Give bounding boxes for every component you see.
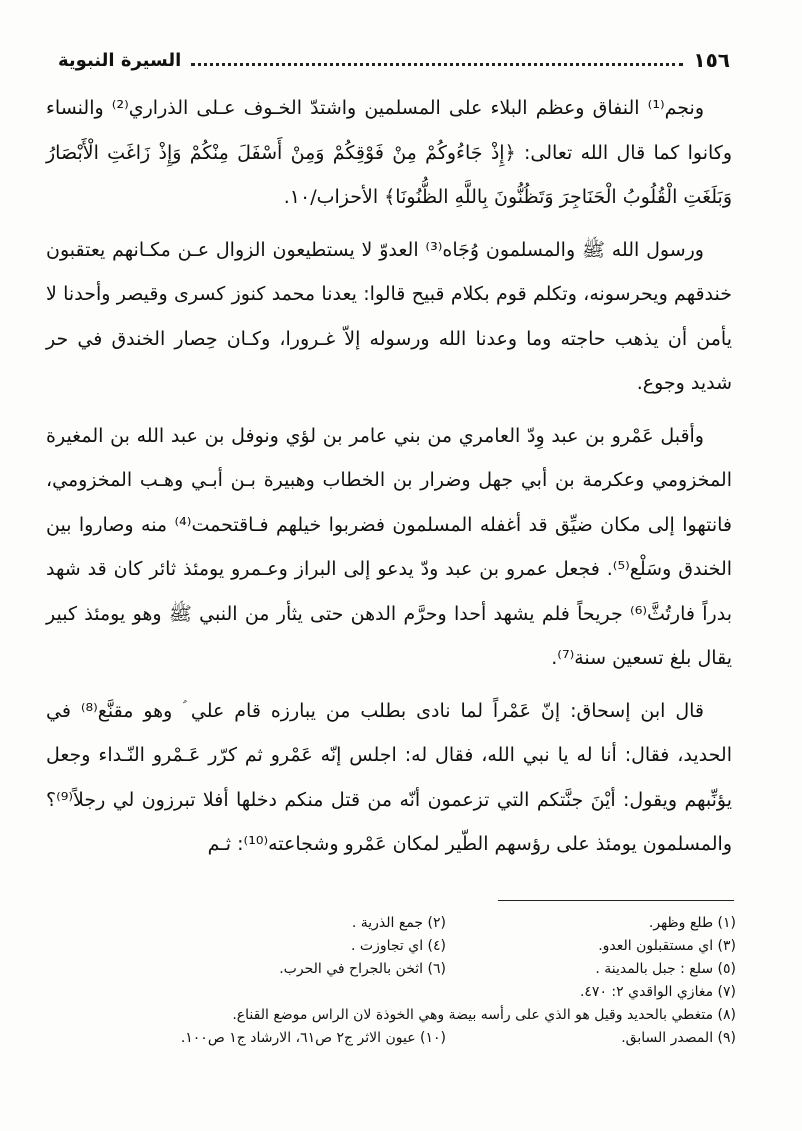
footnote-9: (٩) المصدر السابق. — [621, 1030, 736, 1046]
footnote-7: (٧) مغازي الواقدي ٢: ٤٧٠. — [579, 984, 736, 1000]
header-leader-dots — [191, 63, 683, 66]
paragraph: وأقبل عَمْرو بن عبد وِدّ العامري من بني عامر بن لؤي ونوفل بن عبد الله بن المغيرة المخزومي وعكرمة بن أبي جهل وضرار بن الخطاب وهبيرة بـن أبـي وهـب المخزومي، فانتهوا إلى مكان ضيِّق قد أغفله المسلمون فضربوا خيلهم فـاقتحمت⁽⁴⁾ منه وصاروا بين الخندق وسَلْع⁽⁵⁾. فجعل عمرو بن عبد ودّ يدعو إلى البراز وعـمرو يومئذ ثائر كان قد شهد بدراً فارتُثَّ⁽⁶⁾ جريحاً فلم يشهد أحدا وحرَّم الدهن حتى يثأر من النبي ﷺ وهو يومئذ كبير يقال بلغ تسعين سنة⁽⁷⁾. — [46, 424, 733, 669]
footnote-row — [96, 958, 736, 981]
footnote-separator — [498, 900, 734, 901]
main-text — [46, 86, 732, 867]
page-number: ١٥٦ — [693, 48, 730, 72]
paragraph: قال ابن إسحاق: إنّ عَمْراً لما نادى بطلب من يبارزه قام علي ؑ وهو مقنَّع⁽⁸⁾ في الحديد، فقال: أنا له يا نبي الله، فقال له: اجلس إنّه عَمْرو ثم كرّر عَـمْرو النّـداء وجعل يؤنِّبهم ويقول: أيْنَ جنَّتكم التي تزعمون أنّه من قتل منكم دخلها أفلا تبرزون لي رجلاً⁽⁹⁾؟ والمسلمون يومئذ على رؤسهم الطّير لمكان عَمْرو وشجاعته⁽¹⁰⁾: ثـم — [46, 699, 732, 855]
footnote-2: (٢) جمع الذرية . — [351, 915, 446, 931]
footnote-4: (٤) اي تجاوزت . — [350, 938, 446, 954]
footnote-row — [96, 912, 736, 935]
footnote-row — [96, 1027, 736, 1050]
footnote-row — [96, 935, 736, 958]
footnote-1: (١) طلع وظهر. — [648, 915, 736, 931]
footnote-6: (٦) اثخن بالجراح في الحرب. — [279, 961, 446, 977]
paragraph: ونجم⁽¹⁾ النفاق وعظم البلاء على المسلمين واشتدّ الخـوف عـلى الذراري⁽²⁾ والنساء وكانوا كما قال الله تعالى: ﴿إِذْ جَاءُوكُمْ مِنْ فَوْقِكُمْ وَمِنْ أَسْفَلَ مِنْكُمْ وَإِذْ زَاغَتِ الْأَبْصَارُ وَبَلَغَتِ الْقُلُوبُ الْحَنَاجِرَ وَتَظُنُّونَ بِاللَّهِ الظُّنُونَا﴾ الأحزاب/١٠. — [46, 97, 732, 208]
paragraph: ورسول الله ﷺ والمسلمون وُجَاه⁽³⁾ العدوّ لا يستطيعون الزوال عـن مكـانهم يعتقبون خندقهم ويحرسونه، وتكلم قوم بكلام قبيح قالوا: يعدنا محمد كنوز كسرى وقيصر وأحدنا لا يأمن أن يذهب حاجته وما وعدنا الله ورسوله إلاّ غـرورا، وكـان حِصار الخندق في حر شديد وجوع. — [46, 238, 732, 394]
running-title: السيرة النبوية — [58, 49, 182, 71]
footnote-5: (٥) سلع : جبل بالمدينة . — [595, 961, 736, 977]
page-header — [58, 40, 730, 80]
footnote-8: (٨) متغطي بالحديد وقيل هو الذي على رأسه بيضة وهي الخوذة لان الراس موضع القناع. — [232, 1007, 736, 1023]
footnotes — [96, 912, 736, 1050]
footnote-10: (١٠) عيون الاثر ج٢ ص٦١، الارشاد ج١ ص١٠٠. — [180, 1030, 446, 1046]
footnote-3: (٣) اي مستقبلون العدو. — [598, 938, 736, 954]
